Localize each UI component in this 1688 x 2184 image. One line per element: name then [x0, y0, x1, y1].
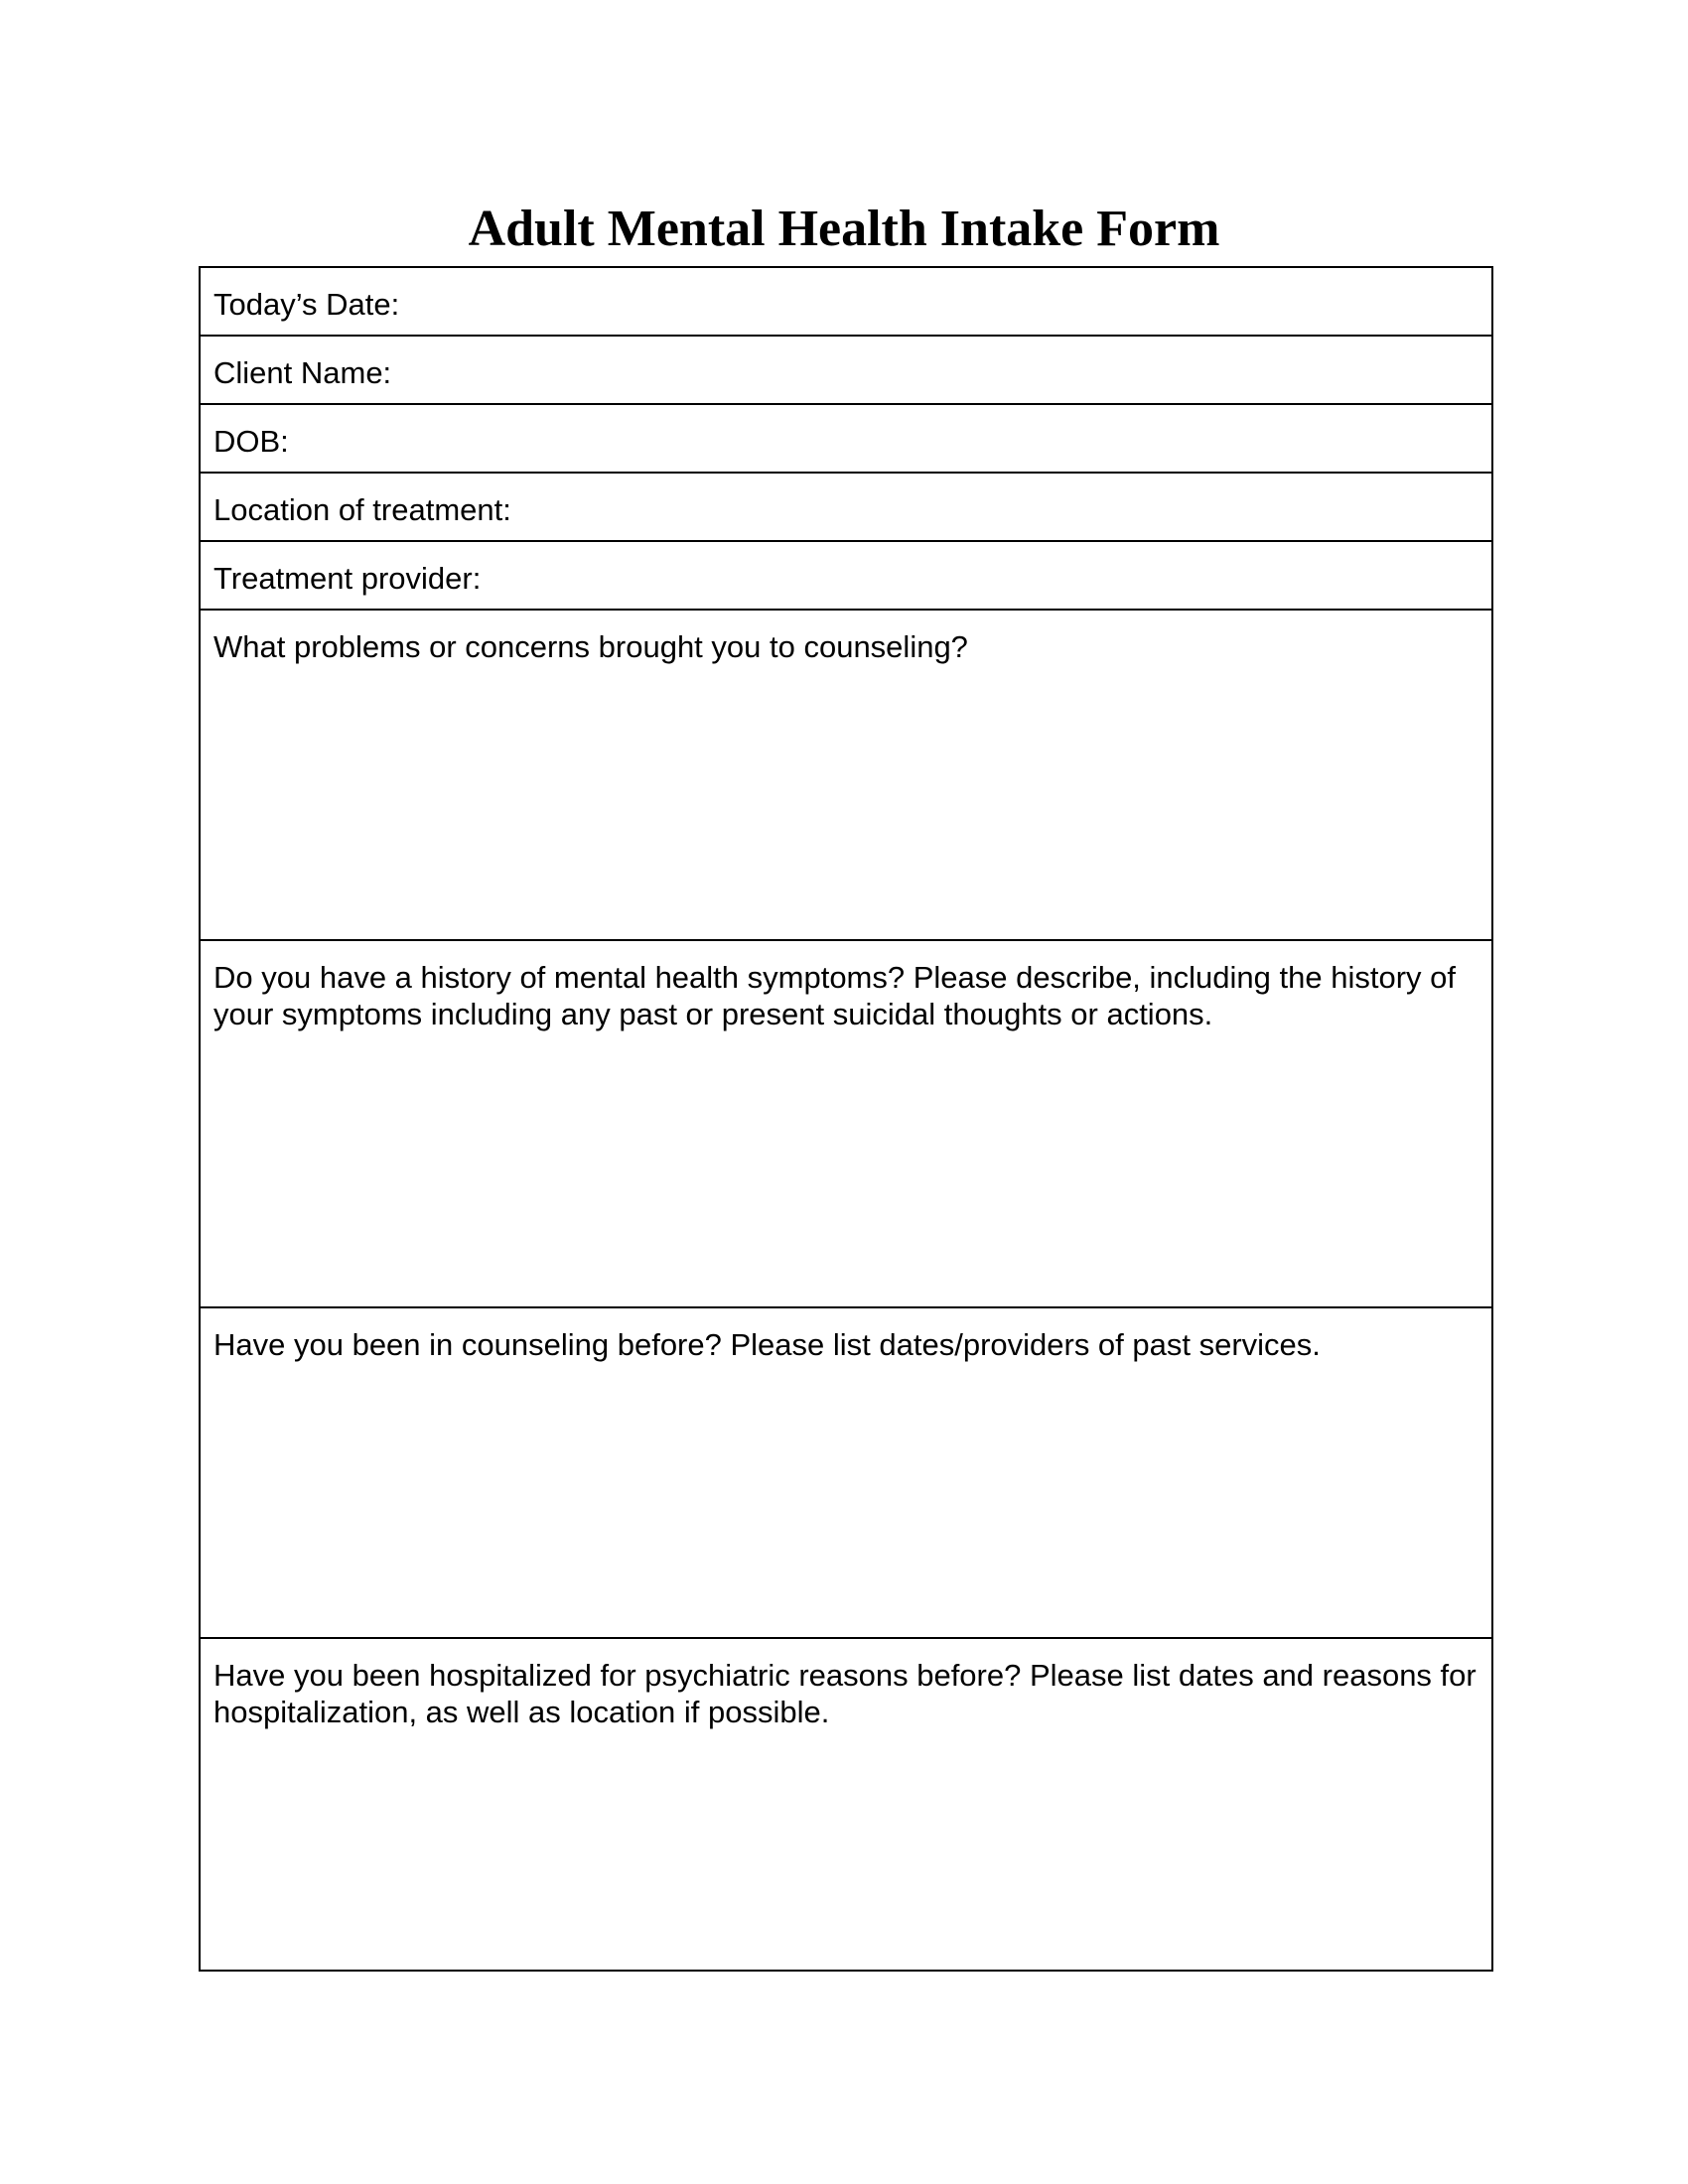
treatment-provider-label: Treatment provider:: [213, 561, 482, 596]
location-of-treatment-label: Location of treatment:: [213, 492, 511, 527]
dob-label: DOB:: [213, 424, 289, 459]
concerns-question: What problems or concerns brought you to counseling?: [213, 629, 968, 664]
symptom-history-question: Do you have a history of mental health symptoms? Please describe, including the history of your symptoms including any past or present suicidal thoughts or actions.: [213, 960, 1456, 1031]
intake-form-table: [199, 266, 1493, 1972]
concerns-answer-box[interactable]: [201, 611, 1491, 941]
past-counseling-answer-box[interactable]: [201, 1308, 1491, 1639]
todays-date-field[interactable]: [201, 268, 1491, 337]
past-counseling-question: Have you been in counseling before? Please list dates/providers of past services.: [213, 1327, 1321, 1362]
page-title: Adult Mental Health Intake Form: [468, 201, 1220, 257]
todays-date-label: Today’s Date:: [213, 287, 400, 322]
client-name-field[interactable]: [201, 337, 1491, 405]
hospitalization-answer-box[interactable]: [201, 1639, 1491, 1970]
dob-field[interactable]: [201, 405, 1491, 474]
symptom-history-answer-box[interactable]: [201, 941, 1491, 1308]
hospitalization-question: Have you been hospitalized for psychiatric reasons before? Please list dates and reasons for hospitalization, as well as location if possible.: [213, 1658, 1477, 1729]
treatment-provider-field[interactable]: [201, 542, 1491, 611]
client-name-label: Client Name:: [213, 355, 392, 390]
location-of-treatment-field[interactable]: [201, 474, 1491, 542]
